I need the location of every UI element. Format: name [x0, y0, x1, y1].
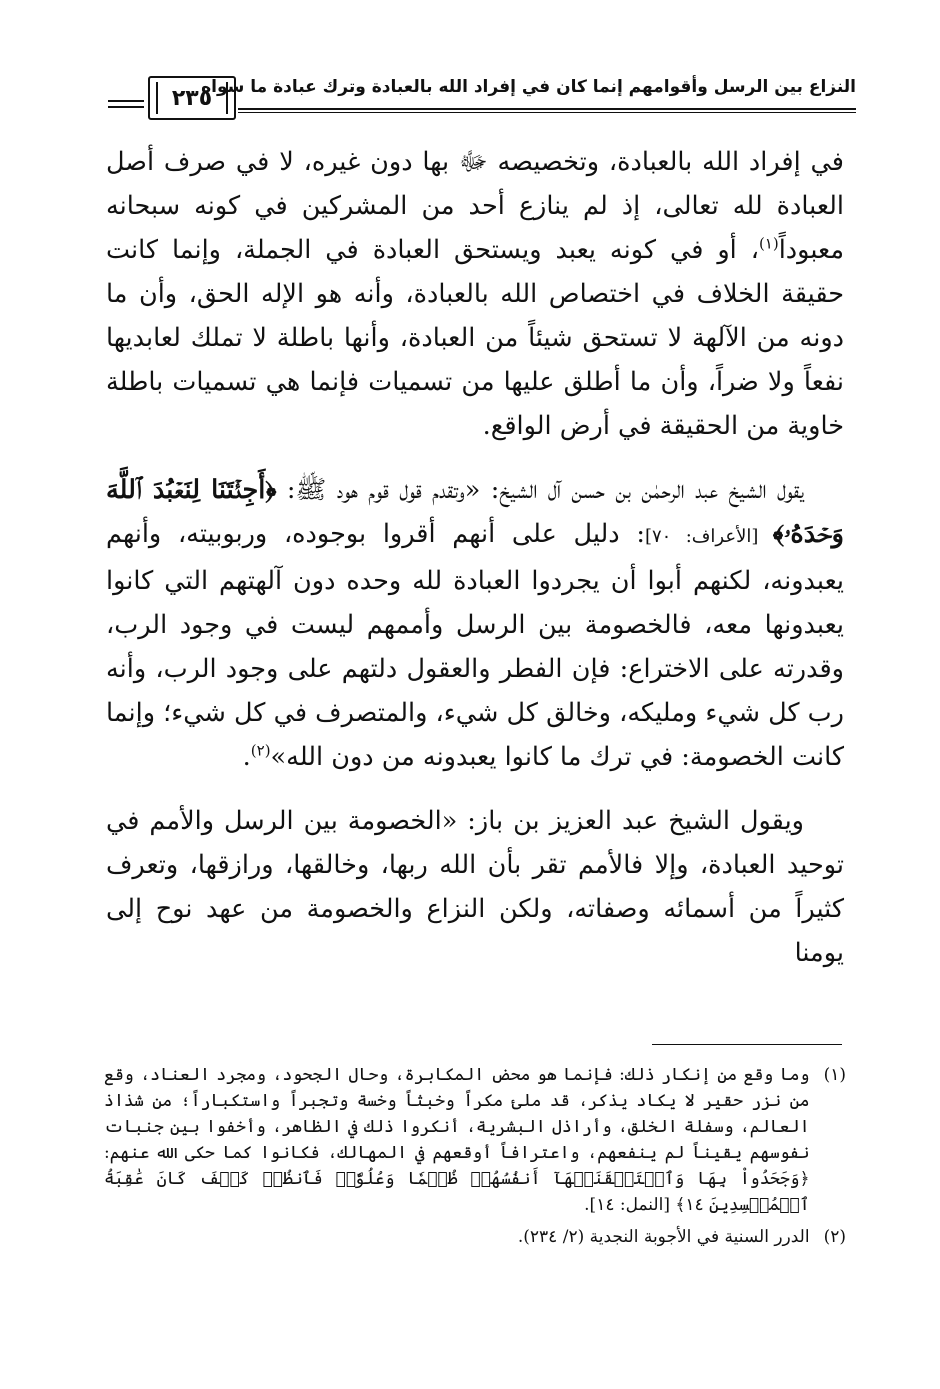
paragraph	[106, 799, 844, 975]
quran-verse: ﴿أَجِئۡتَنَا لِنَعۡبُدَ ٱللَّهَ وَحۡدَهُۥ﴾	[106, 475, 844, 549]
header-title: النزاع بين الرسل وأقوامهم إنما كان في إفراد الله بالعبادة وترك عبادة ما سواه	[201, 77, 856, 97]
footnote	[104, 1224, 846, 1250]
header-ornament-line	[108, 106, 144, 108]
paragraph-text: .	[242, 742, 251, 772]
paragraph-text: يقول الشيخ عبد الرحمٰن بن حسن آل الشيخ: «وتقدم قول قوم هود ﷺ:	[276, 475, 804, 505]
paragraph	[106, 468, 844, 779]
verse-reference: [الأعراف: ٧٠]	[644, 526, 773, 547]
footnote-text: الدرر السنية في الأجوبة النجدية (٢/ ٢٣٤).	[517, 1227, 810, 1247]
paragraph	[106, 140, 844, 448]
footnote-number: (٢)	[823, 1227, 846, 1247]
footnote	[104, 1062, 846, 1218]
header-rule-thin	[238, 112, 856, 113]
footnote-reference: (٢)	[250, 741, 271, 760]
footnote-reference: (١)	[758, 234, 779, 253]
page-number: ٢٣٥	[171, 85, 213, 111]
footnote-separator	[652, 1044, 842, 1045]
header-ornament-line	[108, 100, 144, 102]
footnote-number: (١)	[823, 1065, 846, 1085]
main-text	[106, 140, 844, 975]
footnotes	[104, 1062, 846, 1250]
paragraph-text: : دليل على أنهم أقروا بوجوده، وربوبيته، وأنهم يعبدونه، لكنهم أبوا أن يجردوا العبادة لله وحده دون آلهتهم التي كانوا يعبدونها معه، فالخصومة بين الرسل وأممهم ليست في وجود الرب، وقدرته على الاختراع: فإن الفطر والعقول دلتهم على وجود الرب، وأنه رب كل شيء ومليكه، وخالق كل شيء، والمتصرف في كل شيء؛ وإنما كانت الخصومة: في ترك ما كانوا يعبدونه من دون الله»	[106, 519, 844, 772]
footnote-text: وما وقع من إنكار ذلك: فإنما هو محض المكابرة، وحال الجحود، ومجرد العناد، وقع من نزر حقير لا يكاد يذكر، قد ملئ مكراً وخبثاً وخسة وتجبراً واستكباراً؛ من شذاذ العالم، وسفلة الخلق، وأراذل البشرية، أنكروا ذلك في الظاهر، وأخفوا بين جنبات نفوسهم يقيناً لم ينفعهم، واعترافاً أوقعهم في المهالك، فكانوا كما حكى الله عنهم: ﴿وَجَحَدُواْ بِهَا وَٱسۡتَيۡقَنَتۡهَآ أَنفُسُهُمۡ ظُلۡمٗا وَعُلُوّٗاۚ فَٱنظُرۡ كَيۡفَ كَانَ عَٰقِبَةُ ٱلۡمُفۡسِدِينَ ١٤﴾ [النمل: ١٤].	[104, 1065, 810, 1215]
paragraph-text: ، أو في كونه يعبد ويستحق العبادة في الجملة، وإنما كانت حقيقة الخلاف في اختصاص الله بالعبادة، وأنه هو الإله الحق، وأن ما دونه من الآلهة لا تستحق شيئاً من العبادة، وأنها باطلة لا تملك لعابديها نفعاً ولا ضراً، وأن ما أطلق عليها من تسميات فإنما هي تسميات باطلة خاوية من الحقيقة في أرض الواقع.	[106, 235, 844, 441]
paragraph-text: ويقول الشيخ عبد العزيز بن باز: «الخصومة بين الرسل والأمم في توحيد العبادة، وإلا فالأمم تقر بأن الله ربها، وخالقها، ورازقها، وتعرف كثيراً من أسمائه وصفاته، ولكن النزاع والخصومة من عهد نوح إلى يومنا	[106, 806, 844, 968]
header-rule	[238, 108, 856, 110]
running-header	[108, 66, 856, 122]
paragraph-text: في إفراد الله بالعبادة، وتخصيصه ﷻ بها دون غيره، لا في صرف أصل العبادة لله تعالى، إذ لم ينازع أحد من المشركين في كونه سبحانه معبوداً	[106, 147, 844, 265]
